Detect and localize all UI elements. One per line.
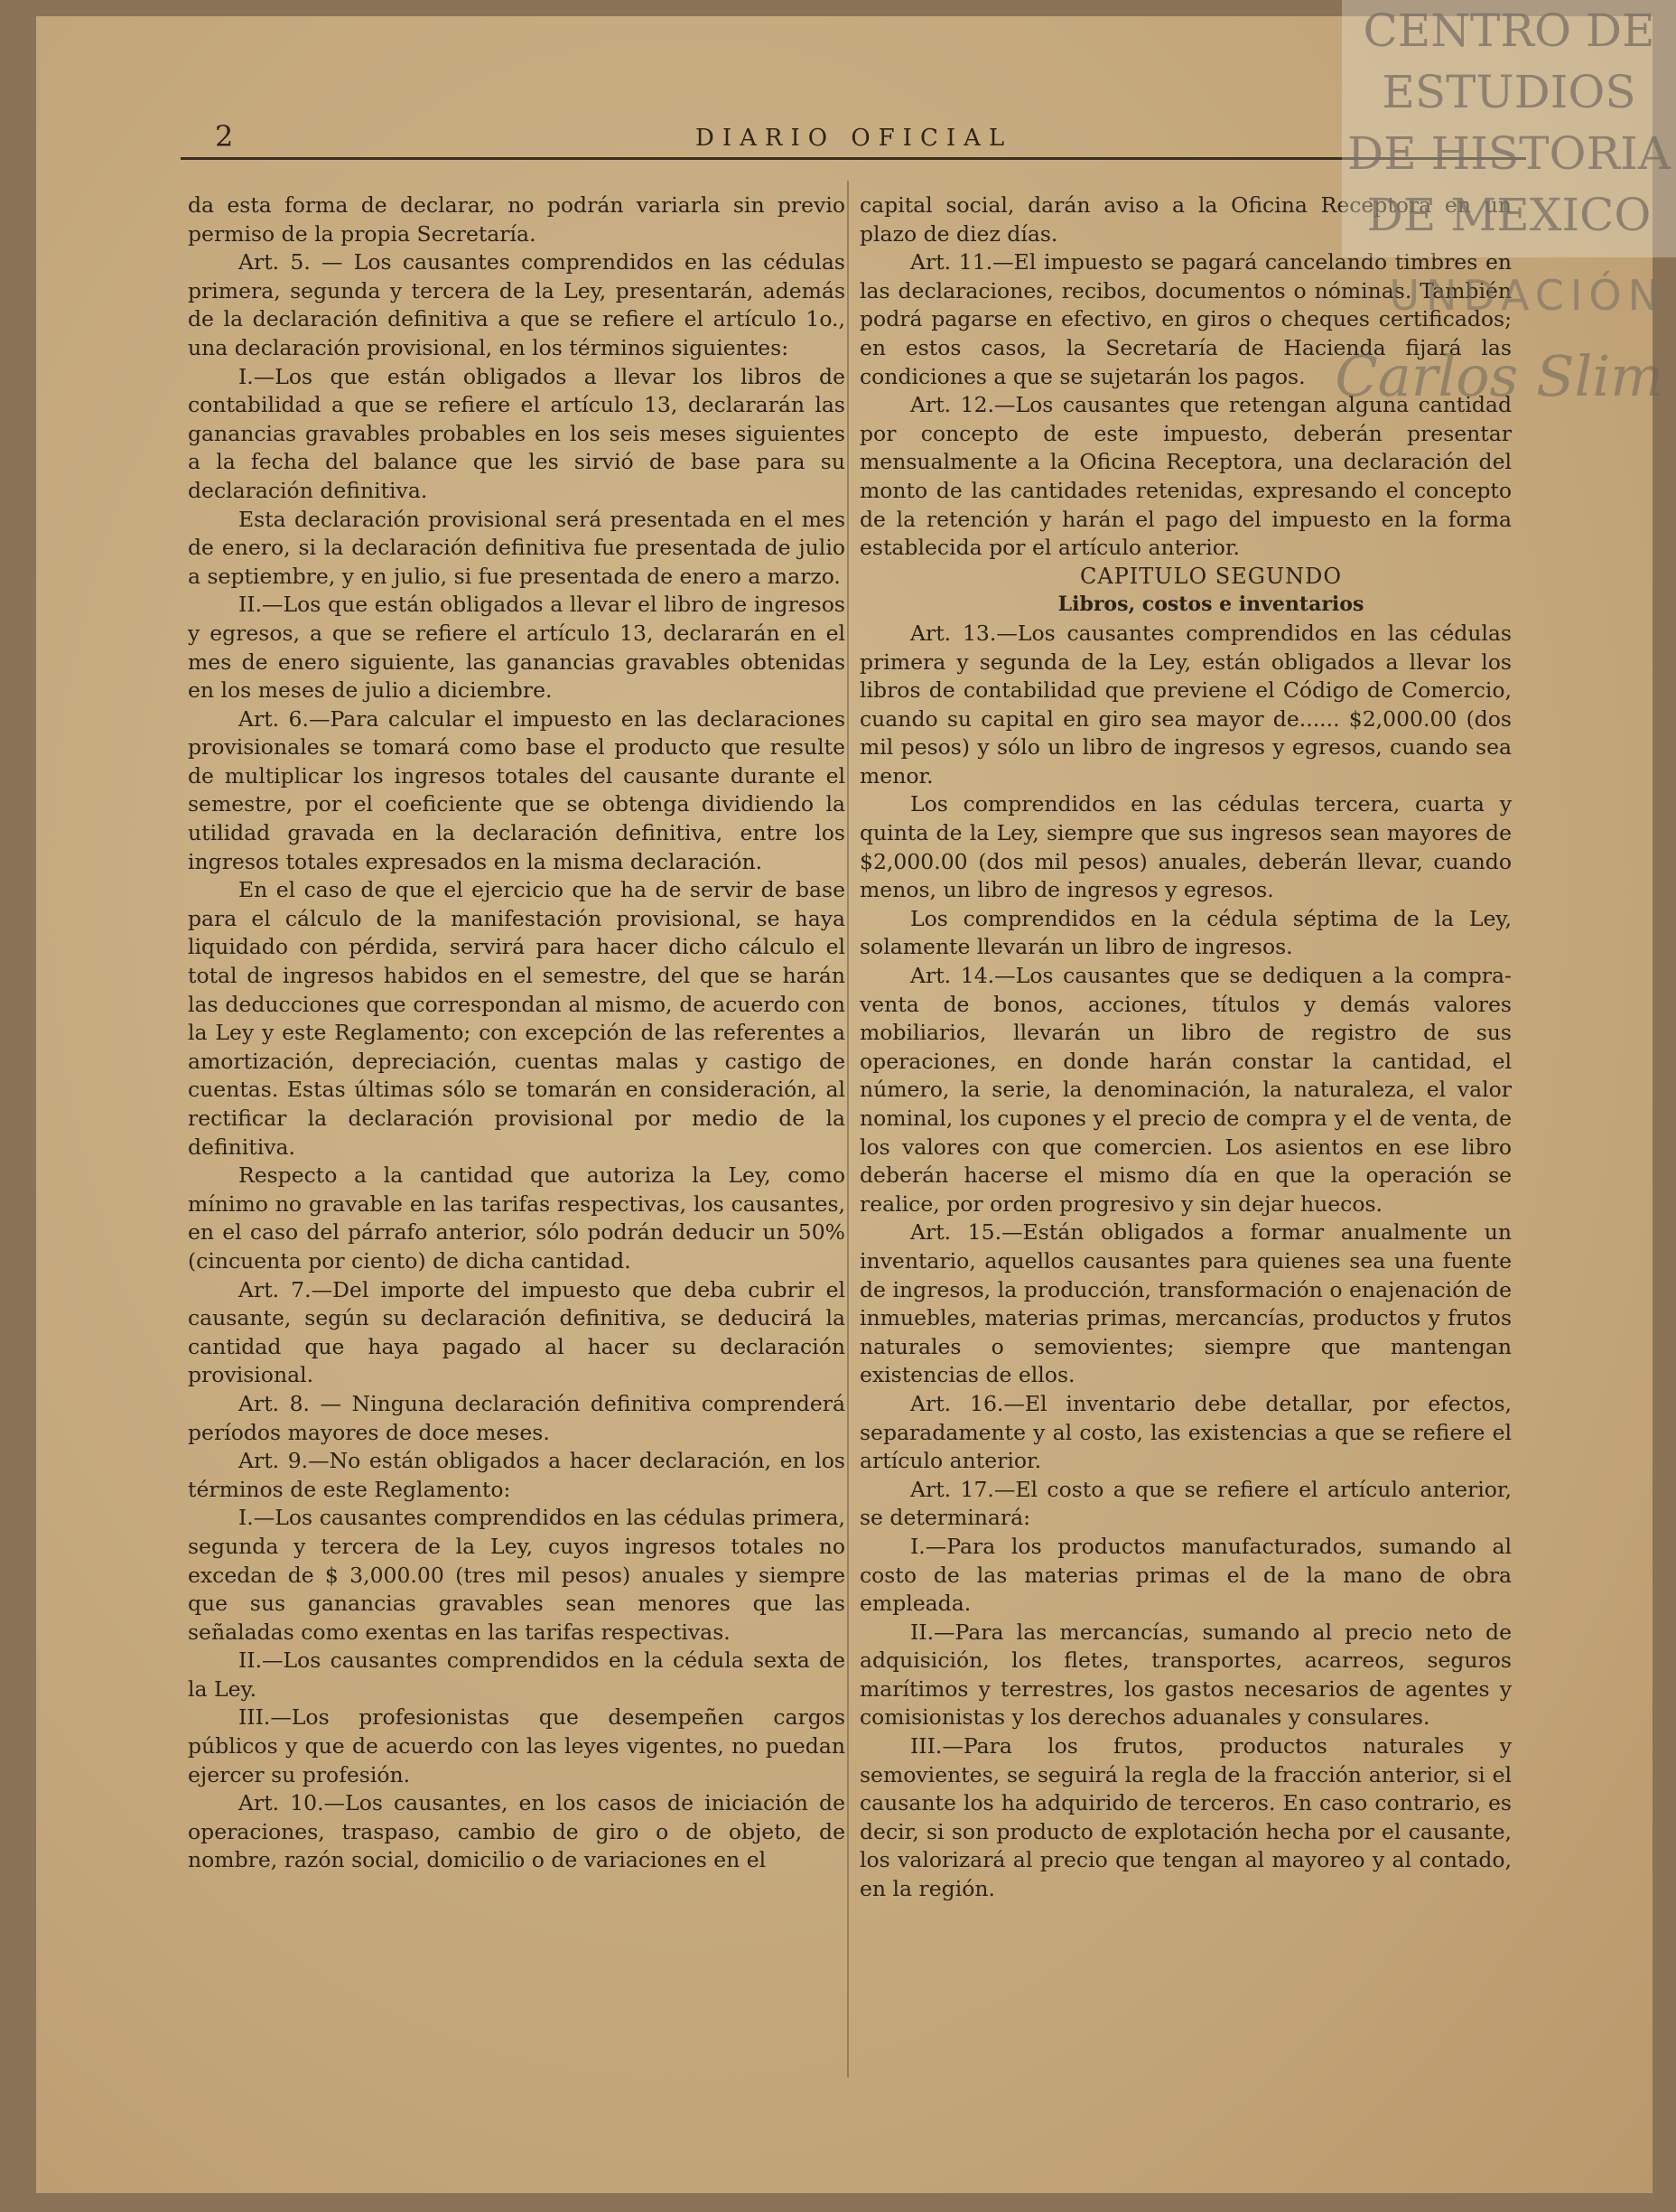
article-paragraph: Art. 10.—Los causantes, en los casos de iniciación de operaciones, traspaso, cambio de giro o de objeto, de nombre, razón social, domicilio o de variaciones en el	[188, 1790, 845, 1873]
article-paragraph: Art. 7.—Del importe del impuesto que deba cubrir el causante, según su declaración definitiva, se deducirá la cantidad que haya pagado al hacer su declaración provisional.	[188, 1276, 845, 1388]
article-paragraph: Art. 15.—Están obligados a formar anualmente un inventario, aquellos causantes para quienes sea una fuente de ingresos, la producción, transformación o enajenación de inmuebles, materias primas, mercancías, productos y frutos naturales o semovientes; siempre que mantengan existencias de ellos.	[860, 1219, 1512, 1388]
page-header	[181, 119, 1535, 155]
right-column	[860, 191, 1512, 1904]
right-column-articles-13-17	[860, 620, 1512, 1904]
article-paragraph: da esta forma de declarar, no podrán variarla sin previo permiso de la propia Secretaría.	[188, 192, 845, 247]
newspaper-title: DIARIO OFICIAL	[695, 125, 1013, 152]
watermark-line: ESTUDIOS	[1382, 66, 1636, 118]
article-paragraph: En el caso de que el ejercicio que ha de servir de base para el cálculo de la manifestación provisional, se haya liquidado con pérdida, servirá para hacer dicho cálculo el total de ingresos habidos en el semestre, del que se harán las deducciones que correspondan al mismo, de acuerdo con la Ley y este Reglamento; con excepción de las referentes a amortización, depreciación, cuentas malas y castigo de cuentas. Estas últimas sólo se tomarán en consideración, al rectificar la declaración provisional por medio de la definitiva.	[188, 877, 845, 1160]
article-paragraph: Art. 12.—Los causantes que retengan alguna cantidad por concepto de este impuesto, deberán presentar mensualmente a la Oficina Receptora, una declaración del monto de las cantidades retenidas, expresando el concepto de la retención y harán el pago del impuesto en la forma establecida por el artículo anterior.	[860, 392, 1512, 561]
article-paragraph: Art. 13.—Los causantes comprendidos en las cédulas primera y segunda de la Ley, están obligados a llevar los libros de contabilidad que previene el Código de Comercio, cuando su capital en giro sea mayor de...... $2,000.00 (dos mil pesos) y sólo un libro de ingresos y egresos, cuando sea menor.	[860, 620, 1512, 789]
watermark-line: CENTRO DE	[1363, 5, 1655, 57]
page-number: 2	[215, 119, 234, 154]
article-paragraph: capital social, darán aviso a la Oficina Receptora en un plazo de diez días.	[860, 192, 1512, 247]
watermark-line: DE MEXICO	[1366, 189, 1652, 241]
article-paragraph: Art. 17.—El costo a que se refiere el artículo anterior, se determinará:	[860, 1476, 1512, 1531]
article-paragraph: Art. 11.—El impuesto se pagará cancelando timbres en las declaraciones, recibos, documentos o nóminas. También podrá pagarse en efectivo, en giros o cheques certificados; en estos casos, la Secretaría de Hacienda fijará las condiciones a que se sujetarán los pagos.	[860, 249, 1512, 389]
article-paragraph: II.—Para las mercancías, sumando al precio neto de adquisición, los fletes, transportes, acarreos, seguros marítimos y terrestres, los gastos necesarios de agentes y comisionistas y los derechos aduanales y consulares.	[860, 1619, 1512, 1731]
watermark-signature: Carlos Slim	[1335, 343, 1663, 409]
article-paragraph: I.—Los causantes comprendidos en las cédulas primera, segunda y tercera de la Ley, cuyos ingresos totales no excedan de $ 3,000.00 (tres mil pesos) anuales y siempre que sus ganancias gravables sean menores que las señaladas como exentas en las tarifas respectivas.	[188, 1505, 845, 1645]
article-paragraph: Los comprendidos en las cédulas tercera, cuarta y quinta de la Ley, siempre que sus ingresos sean mayores de $2,000.00 (dos mil pesos) anuales, deberán llevar, cuando menos, un libro de ingresos y egresos.	[860, 791, 1512, 903]
article-paragraph: II.—Los que están obligados a llevar el libro de ingresos y egresos, a que se refiere el artículo 13, declararán en el mes de enero siguiente, las ganancias gravables obtenidas en los meses de julio a diciembre.	[188, 592, 845, 704]
article-paragraph: Art. 16.—El inventario debe detallar, por efectos, separadamente y al costo, las existencias a que se refiere el artículo anterior.	[860, 1390, 1512, 1474]
archive-watermark	[1342, 0, 1676, 257]
article-paragraph: Los comprendidos en la cédula séptima de la Ley, solamente llevarán un libro de ingresos.	[860, 905, 1512, 960]
article-paragraph: II.—Los causantes comprendidos en la cédula sexta de la Ley.	[188, 1647, 845, 1702]
article-paragraph: Art. 5. — Los causantes comprendidos en las cédulas primera, segunda y tercera de la Ley, presentarán, además de la declaración definitiva a que se refiere el artículo 1o., una declaración provisional, en los términos siguientes:	[188, 249, 845, 360]
article-paragraph: Respecto a la cantidad que autoriza la Ley, como mínimo no gravable en las tarifas respectivas, los causantes, en el caso del párrafo anterior, sólo podrán deducir un 50% (cincuenta por ciento) de dicha cantidad.	[188, 1162, 845, 1274]
article-paragraph: I.—Para los productos manufacturados, sumando al costo de las materias primas el de la mano de obra empleada.	[860, 1533, 1512, 1617]
article-paragraph: Esta declaración provisional será presentada en el mes de enero, si la declaración definitiva fue presentada de julio a septiembre, y en julio, si fue presentada de enero a marzo.	[188, 506, 845, 589]
article-paragraph: Art. 9.—No están obligados a hacer declaración, en los términos de este Reglamento:	[188, 1448, 845, 1502]
watermark-foundation: UNDACIÓN	[1389, 271, 1665, 320]
article-paragraph: I.—Los que están obligados a llevar los libros de contabilidad a que se refiere el artículo 13, declararán las ganancias gravables probables en los seis meses siguientes a la fecha del balance que les sirvió de base para su declaración definitiva.	[188, 363, 845, 503]
article-paragraph: Art. 14.—Los causantes que se dediquen a la compra-venta de bonos, acciones, títulos y demás valores mobiliarios, llevarán un libro de registro de sus operaciones, en donde harán constar la cantidad, el número, la serie, la denominación, la naturaleza, el valor nominal, los cupones y el precio de compra y el de venta, de los valores con que comercien. Los asientos en ese libro deberán hacerse el mismo día en que la operación se realice, por orden progresivo y sin dejar huecos.	[860, 963, 1512, 1217]
article-paragraph: III.—Para los frutos, productos naturales y semovientes, se seguirá la regla de la fracción anterior, si el causante los ha adquirido de terceros. En caso contrario, es decir, si son producto de explotación hecha por el causante, los valorizará al precio que tengan al mayoreo y al contado, en la región.	[860, 1733, 1512, 1902]
watermark-line: DE HISTORIA	[1347, 127, 1671, 180]
column-divider	[847, 181, 849, 2077]
header-rule	[181, 157, 1526, 160]
article-paragraph: III.—Los profesionistas que desempeñen cargos públicos y que de acuerdo con las leyes vigentes, no puedan ejercer su profesión.	[188, 1704, 845, 1787]
article-paragraph: Art. 8. — Ninguna declaración definitiva comprenderá períodos mayores de doce meses.	[188, 1390, 845, 1445]
section-title: Libros, costos e inventarios	[1057, 593, 1364, 617]
chapter-title: CAPITULO SEGUNDO	[1079, 563, 1343, 589]
article-paragraph: Art. 6.—Para calcular el impuesto en las declaraciones provisionales se tomará como base el producto que resulte de multiplicar los ingresos totales del causante durante el semestre, por el coeficiente que se obtenga dividiendo la utilidad gravada en la declaración definitiva, entre los ingresos totales expresados en la misma declaración.	[188, 705, 845, 874]
left-column	[188, 191, 845, 1875]
